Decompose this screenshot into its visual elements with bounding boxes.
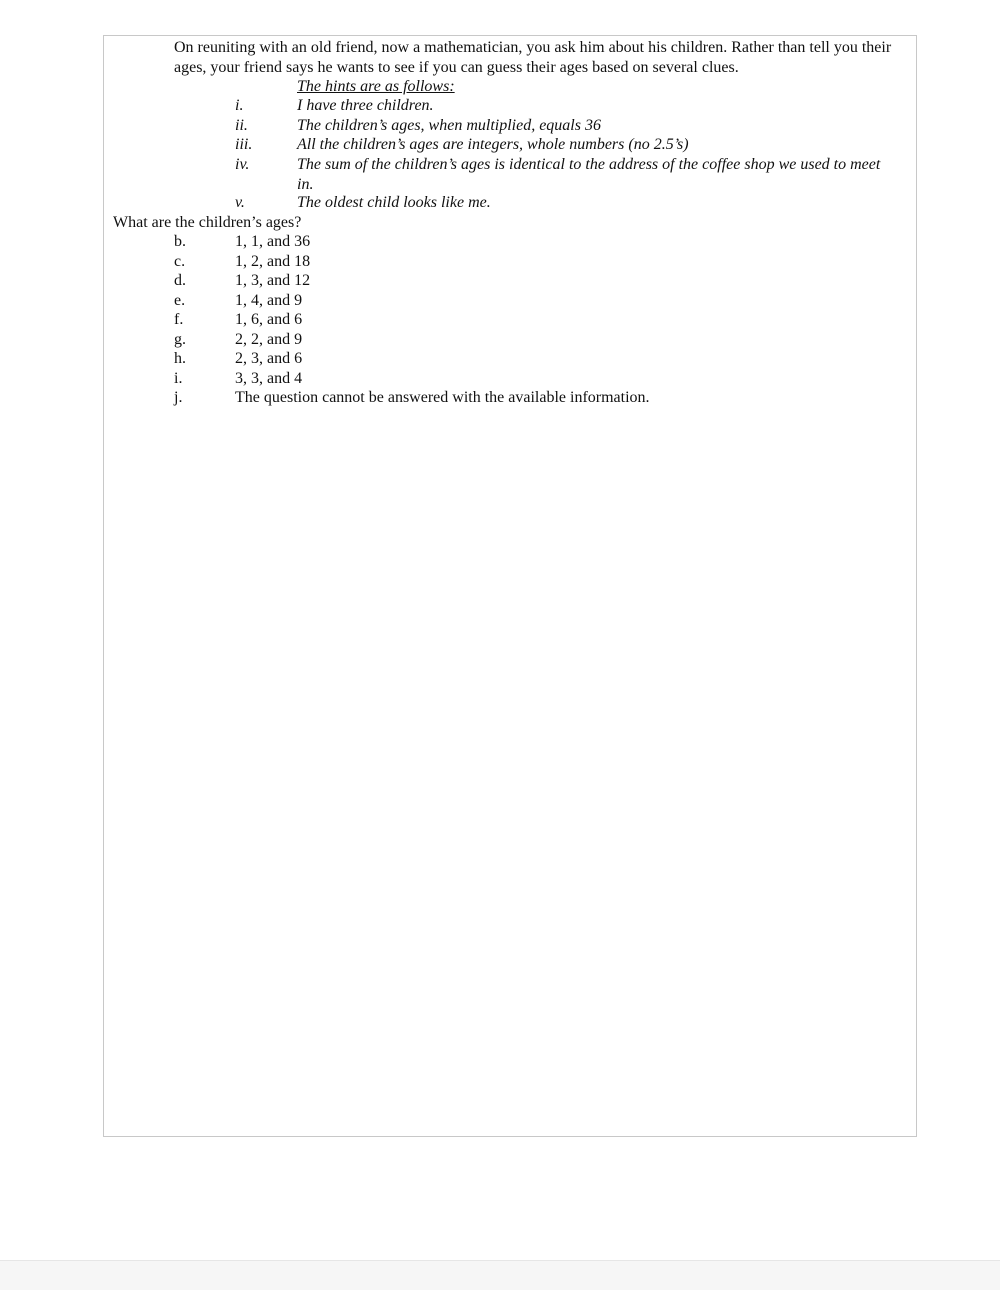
hint-item xyxy=(104,193,904,213)
hint-marker: iv. xyxy=(235,156,250,173)
option-text: 1, 1, and 36 xyxy=(235,233,311,250)
hint-text: The sum of the children’s ages is identical to the address of the coffee shop we used to meet in. xyxy=(297,156,881,193)
hint-text: All the children’s ages are integers, whole numbers (no 2.5’s) xyxy=(297,136,689,153)
hint-marker: ii. xyxy=(235,117,248,134)
hint-marker: iii. xyxy=(235,136,253,153)
hint-text: The oldest child looks like me. xyxy=(297,194,491,211)
option-letter: i. xyxy=(174,369,183,387)
option-text: 2, 2, and 9 xyxy=(235,330,303,348)
option-text: 1, 4, and 9 xyxy=(235,291,303,309)
option-text: 1, 6, and 6 xyxy=(235,311,303,328)
option-text: 1, 2, and 18 xyxy=(235,252,311,270)
option-letter: j. xyxy=(174,389,183,406)
hint-marker: i. xyxy=(235,97,244,114)
bottom-status-bar xyxy=(0,1260,1000,1290)
hint-text: The children’s ages, when multiplied, equals 36 xyxy=(297,117,601,134)
hints-heading: The hints are as follows: xyxy=(297,78,455,95)
answer-option xyxy=(104,349,904,369)
question-text: What are the children’s ages? xyxy=(113,214,302,231)
answer-option xyxy=(104,369,904,389)
answer-option xyxy=(104,388,904,408)
answer-option xyxy=(104,252,904,272)
answer-option xyxy=(104,291,904,311)
option-text: The question cannot be answered with the available information. xyxy=(235,389,650,406)
option-letter: g. xyxy=(174,330,186,348)
option-text: 2, 3, and 6 xyxy=(235,350,303,367)
hint-item xyxy=(104,96,904,116)
hint-text: I have three children. xyxy=(297,97,434,114)
option-letter: e. xyxy=(174,291,186,309)
hint-item xyxy=(104,135,904,155)
hint-marker: v. xyxy=(235,194,245,211)
answer-option xyxy=(104,330,904,350)
answer-option xyxy=(104,310,904,330)
option-letter: c. xyxy=(174,252,186,270)
option-letter: b. xyxy=(174,233,186,250)
answer-option xyxy=(104,232,904,252)
hint-item xyxy=(104,155,904,195)
option-letter: h. xyxy=(174,350,186,367)
document-page xyxy=(103,35,917,1137)
answer-option xyxy=(104,271,904,291)
intro-paragraph xyxy=(174,38,914,77)
option-text: 1, 3, and 12 xyxy=(235,272,311,289)
hint-item xyxy=(104,116,904,136)
option-text: 3, 3, and 4 xyxy=(235,369,303,387)
intro-text: On reuniting with an old friend, now a mathematician, you ask him about his children. Rather than tell you their ages, your friend says he wants to see if you can guess their ages based on several clues. xyxy=(174,39,892,76)
option-letter: d. xyxy=(174,272,186,289)
option-letter: f. xyxy=(174,311,184,328)
